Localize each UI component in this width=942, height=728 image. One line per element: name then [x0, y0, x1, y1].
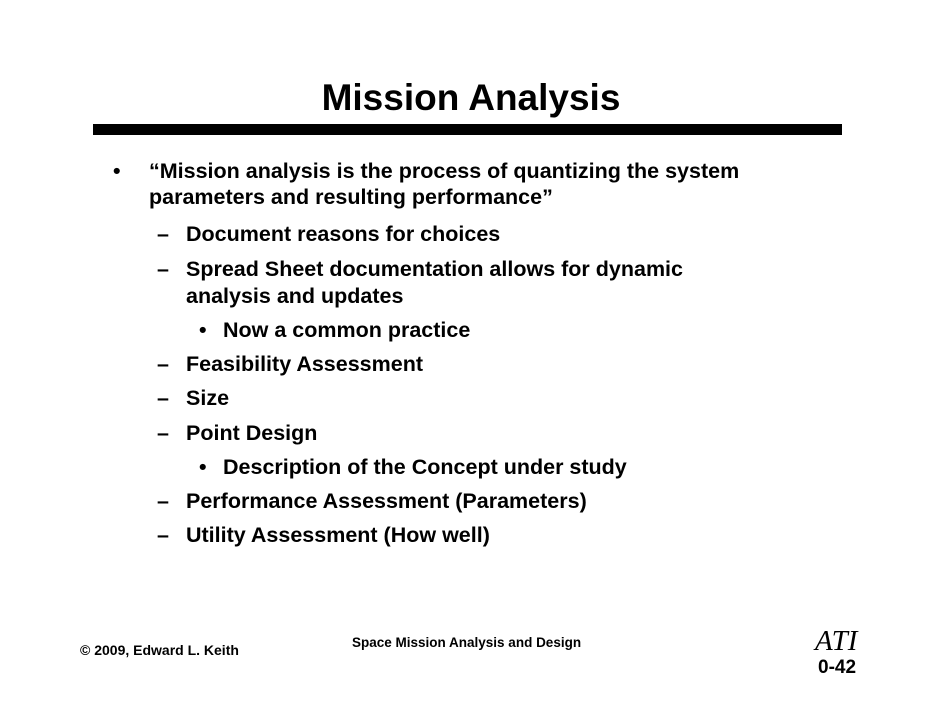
dash-marker: – [157, 523, 169, 547]
sub-bullet-marker: • [199, 455, 207, 479]
sub-item-feasibility: Feasibility Assessment [186, 352, 424, 376]
sub-sub-item-common-practice: Now a common practice [223, 318, 471, 342]
page-number: 0-42 [818, 657, 857, 678]
sub-item-point-design: Point Design [186, 421, 318, 445]
sub-item-spreadsheet: Spread Sheet documentation allows for dynamic [186, 257, 683, 281]
sub-bullet-marker: • [199, 318, 207, 342]
dash-marker: – [157, 489, 169, 513]
sub-item-utility-assessment: Utility Assessment (How well) [186, 523, 490, 547]
dash-marker: – [157, 352, 169, 376]
sub-item-size: Size [186, 386, 230, 410]
footer-course-title: Space Mission Analysis and Design [352, 635, 582, 650]
sub-item-spreadsheet-continued: analysis and updates [186, 284, 404, 308]
dash-marker: – [157, 386, 169, 410]
bullet-marker: • [113, 159, 121, 183]
sub-sub-item-concept-description: Description of the Concept under study [223, 455, 627, 479]
dash-marker: – [157, 421, 169, 445]
ati-logo: ATI [815, 625, 858, 657]
slide-title: Mission Analysis [321, 77, 621, 118]
footer-copyright: © 2009, Edward L. Keith [80, 642, 239, 658]
dash-marker: – [157, 222, 169, 246]
bullet-text: “Mission analysis is the process of quantizing the system [149, 159, 740, 183]
sub-item-performance-assessment: Performance Assessment (Parameters) [186, 489, 587, 513]
sub-item-document-reasons: Document reasons for choices [186, 222, 501, 246]
bullet-text-continued: parameters and resulting performance” [149, 185, 553, 209]
dash-marker: – [157, 257, 169, 281]
